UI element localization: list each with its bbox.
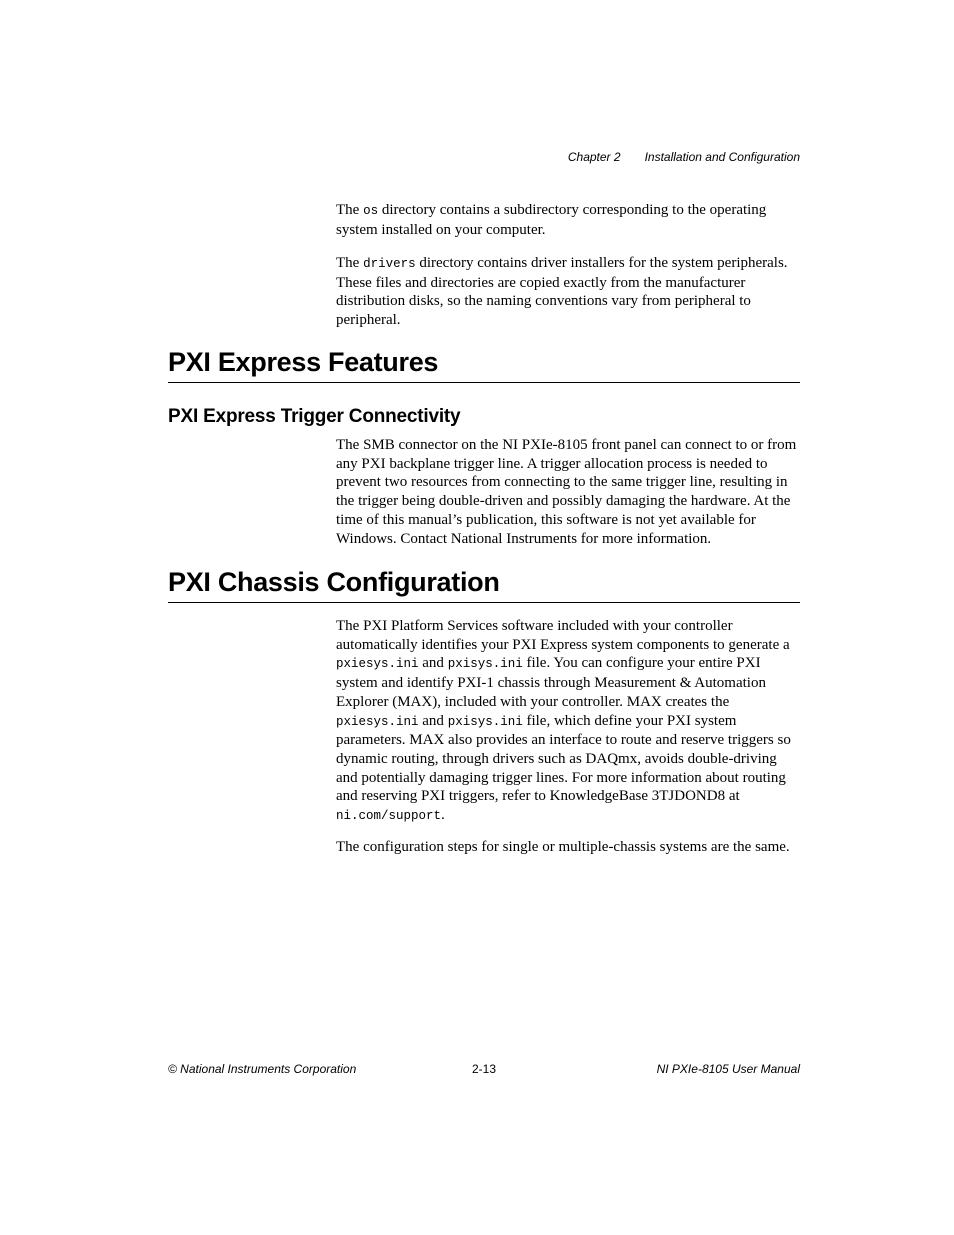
running-header xyxy=(568,150,800,164)
heading-pxi-express-features: PXI Express Features xyxy=(168,345,800,383)
code-drivers: drivers xyxy=(363,257,416,271)
trigger-connectivity-paragraph: The SMB connector on the NI PXIe-8105 front panel can connect to or from any PXI backplane trigger line. A trigger allocation process is needed to prevent two resources from connecting to the same trigger line, resulting in the trigger being double-driven and possibly damaging the hardware. At the time of this manual’s publication, this software is not yet available for Windows. Contact National Instruments for more information. xyxy=(336,437,797,547)
heading-pxi-chassis-configuration: PXI Chassis Configuration xyxy=(168,565,800,603)
intro-paragraph-os: The os directory contains a subdirectory corresponding to the operating system installed on your computer. xyxy=(336,202,767,238)
chassis-config-steps-paragraph: The configuration steps for single or multiple-chassis systems are the same. xyxy=(336,839,790,855)
intro-paragraph-drivers: The drivers directory contains driver installers for the system peripherals. These files and directories are copied exactly from the manufacturer distribution disks, so the naming conventions vary from peripheral to peripheral. xyxy=(336,255,788,329)
chassis-config-paragraph: The PXI Platform Services software included with your controller automatically identifies your PXI Express system components to generate a pxiesys.ini and pxisys.ini file. You can configure your entire PXI system and identify PXI-1 chassis through Measurement & Automation Explorer (MAX), included with your controller. MAX creates the pxiesys.ini and pxisys.ini file, which define your PXI system parameters. MAX also provides an interface to route and reserve triggers so dynamic routing, through drivers such as DAQmx, avoids double-driving and potentially damaging trigger lines. For more information about routing and reserving PXI triggers, refer to KnowledgeBase 3TJDOND8 at ni.com/support. xyxy=(336,618,791,824)
code-os: os xyxy=(363,204,379,218)
code-pxiesys-ini: pxiesys.ini xyxy=(336,657,419,672)
code-pxisys-ini: pxisys.ini xyxy=(447,657,523,672)
heading-trigger-connectivity: PXI Express Trigger Connectivity xyxy=(168,406,461,427)
link-ni-support[interactable]: ni.com/support xyxy=(336,809,442,824)
code-pxiesys-ini: pxiesys.ini xyxy=(336,714,419,729)
header-chapter: Chapter 2 xyxy=(567,150,621,164)
header-section: Installation and Configuration xyxy=(644,150,800,164)
code-pxisys-ini: pxisys.ini xyxy=(447,714,523,729)
footer-copyright: © National Instruments Corporation xyxy=(168,1062,357,1076)
footer-manual-title: NI PXIe-8105 User Manual xyxy=(656,1062,800,1076)
footer-page-number: 2-13 xyxy=(472,1062,497,1076)
